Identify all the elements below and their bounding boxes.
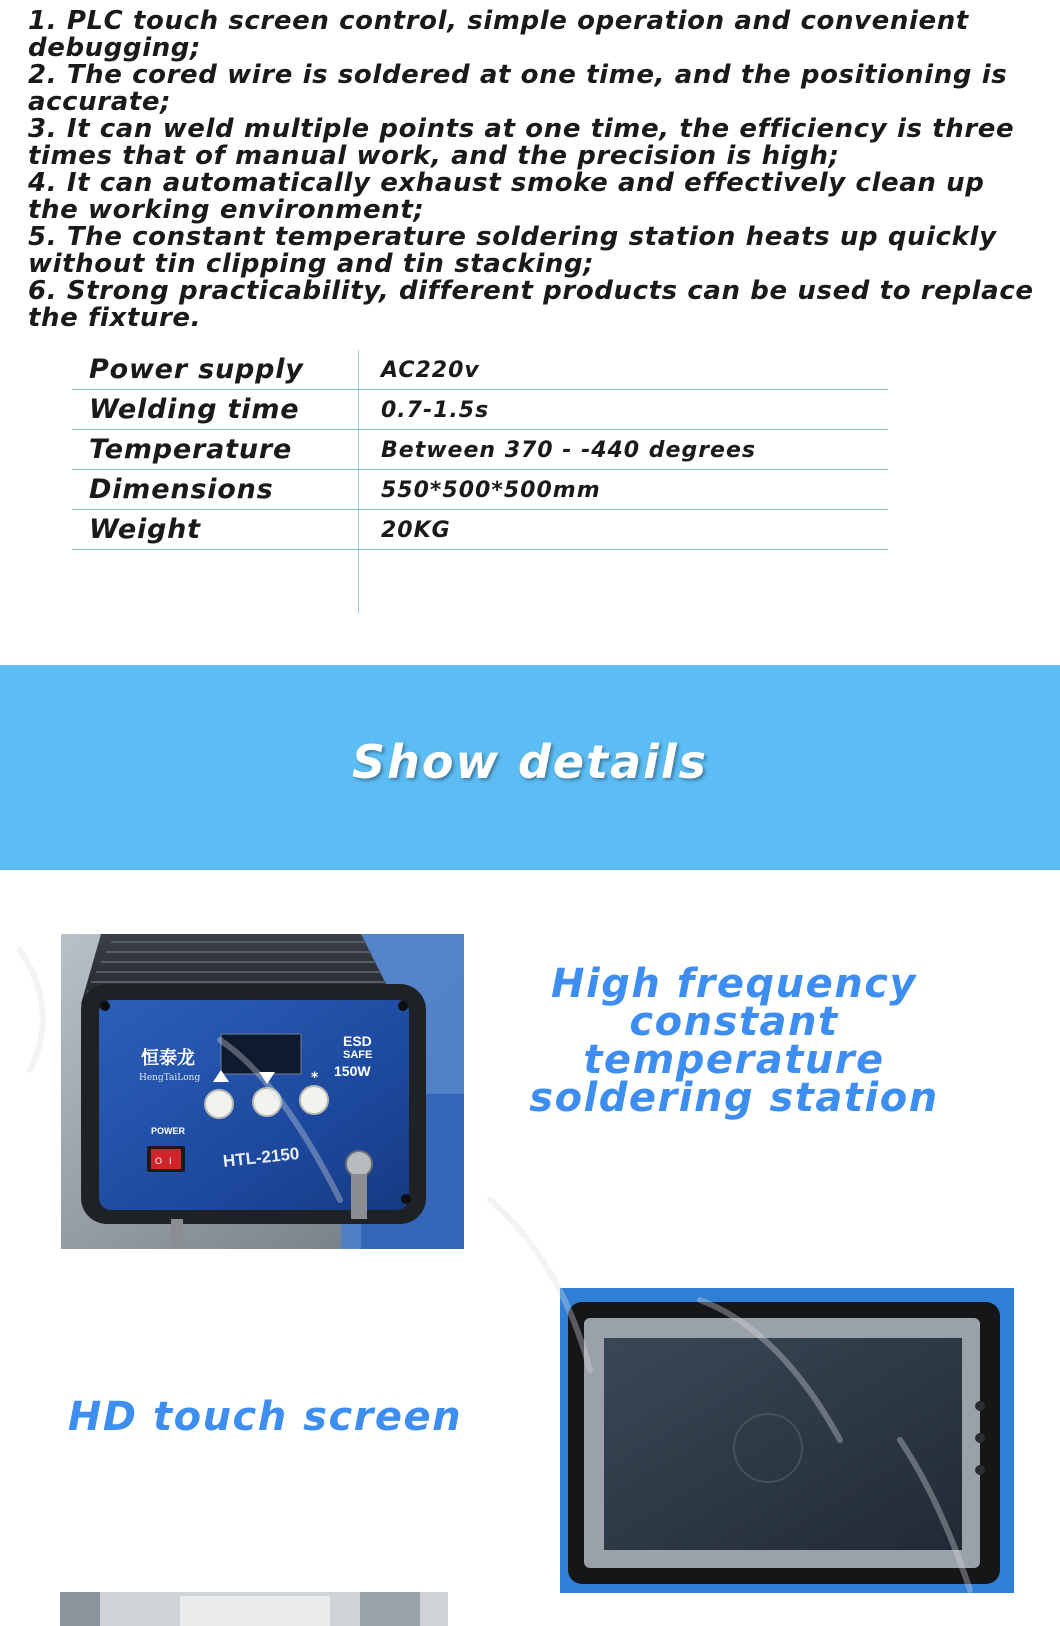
up-button-icon <box>205 1090 233 1118</box>
model-label: HTL-2150 <box>222 1143 301 1171</box>
power-label: POWER <box>151 1126 186 1136</box>
esd-label: ESD <box>343 1033 372 1049</box>
switch-off-mark: O <box>155 1156 163 1166</box>
feature-item: 3. It can weld multiple points at one time, the efficiency is three times that of manual work, and the precision is high; <box>28 114 1015 171</box>
spec-value: 20KG <box>381 518 451 543</box>
power-rating-label: 150W <box>334 1063 371 1079</box>
spec-row <box>72 390 888 430</box>
banner-title: Show details <box>351 735 709 789</box>
down-button-icon <box>253 1088 281 1116</box>
soldering-station-photo <box>61 934 464 1249</box>
touch-screen-photo <box>560 1288 1014 1593</box>
set-button-icon <box>300 1086 328 1114</box>
features-list <box>28 8 1038 332</box>
spec-value: 550*500*500mm <box>381 478 601 503</box>
brand-label: 恒泰龙 <box>141 1048 195 1069</box>
spec-row <box>72 430 888 470</box>
spec-value: AC220v <box>381 358 480 383</box>
spec-label: Weight <box>89 514 201 545</box>
spec-label: Power supply <box>89 354 304 385</box>
soldering-station-title: High frequency constant temperature soldering station <box>529 961 939 1121</box>
feature-item: 2. The cored wire is soldered at one time, and the positioning is accurate; <box>28 60 1008 117</box>
spec-label: Welding time <box>89 394 300 425</box>
spec-table <box>72 350 888 613</box>
safe-label: SAFE <box>343 1049 373 1061</box>
feature-item: 5. The constant temperature soldering station heats up quickly without tin clipping and tin stacking; <box>28 222 997 279</box>
brand-en-label: HengTaiLong <box>139 1073 201 1083</box>
spec-row <box>72 510 888 550</box>
switch-on-mark: I <box>169 1156 172 1166</box>
touch-screen-illustration <box>560 1288 1014 1593</box>
spec-row <box>72 470 888 510</box>
machine-photo <box>60 1592 448 1626</box>
machine-illustration <box>60 1592 448 1626</box>
feature-item: 6. Strong practicability, different products can be used to replace the fixture. <box>28 276 1034 333</box>
spec-value: 0.7-1.5s <box>381 398 490 423</box>
svg-text:*: * <box>311 1070 319 1086</box>
feature-item: 1. PLC touch screen control, simple operation and convenient debugging; <box>28 6 969 63</box>
spec-label: Dimensions <box>89 474 274 505</box>
spec-row <box>72 350 888 390</box>
feature-item: 4. It can automatically exhaust smoke and effectively clean up the working environment; <box>28 168 985 225</box>
spec-label: Temperature <box>89 434 293 465</box>
connector-icon <box>346 1151 372 1177</box>
section-banner <box>0 665 1060 870</box>
touch-screen-title: HD touch screen <box>67 1394 463 1440</box>
spec-value: Between 370 - -440 degrees <box>381 438 756 463</box>
soldering-station-illustration <box>61 934 464 1249</box>
